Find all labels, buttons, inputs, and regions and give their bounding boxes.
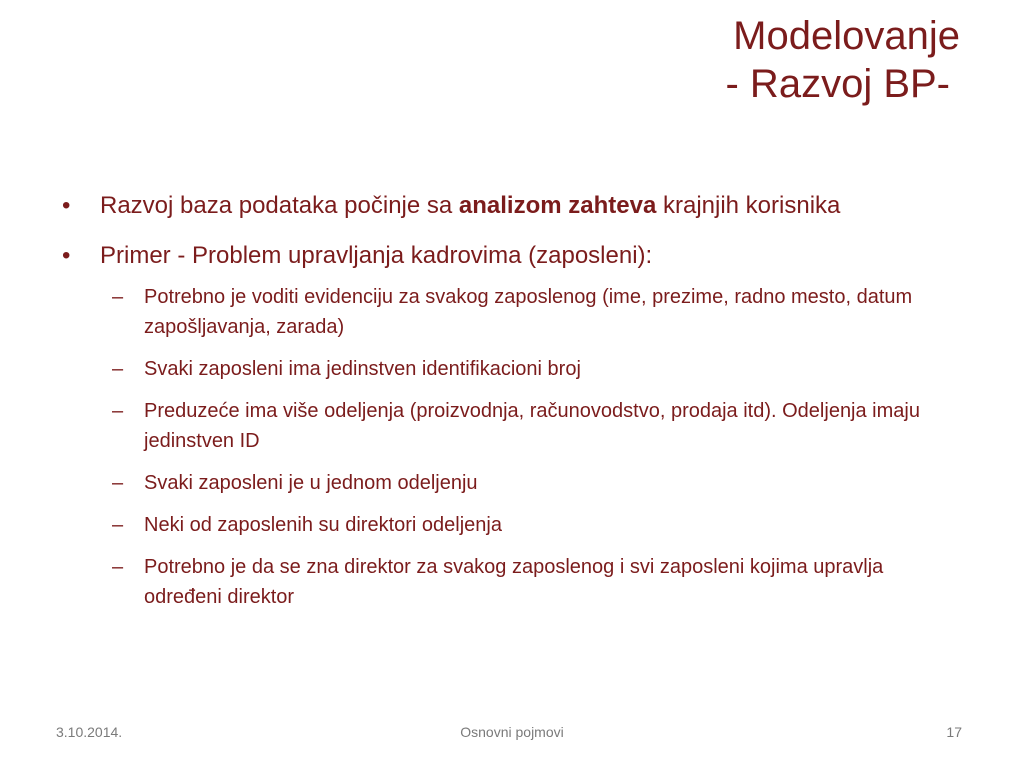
sub-item-6-text: Potrebno je da se zna direktor za svakog zaposlenog i svi zaposleni kojima upravlja određeni direktor [144, 556, 884, 608]
title-line-2: - Razvoj BP- [725, 62, 950, 106]
bullet-icon: • [62, 242, 71, 269]
sub-item-6 [62, 552, 962, 612]
title-line-1: Modelovanje [733, 14, 960, 58]
bullet-1-text-bold: analizom zahteva [458, 192, 657, 219]
bullet-1-text-post: krajnjih korisnika [656, 192, 841, 219]
sub-item-3 [62, 396, 962, 456]
sub-item-4 [62, 468, 962, 498]
page-number: 17 [946, 724, 962, 740]
dash-icon: – [112, 514, 124, 536]
sub-item-3-text: Preduzeće ima više odeljenja (proizvodnja, računovodstvo, prodaja itd). Odeljenja imaju jedinstven ID [144, 400, 920, 452]
sub-item-4-text: Svaki zaposleni je u jednom odeljenju [144, 472, 478, 494]
dash-icon: – [112, 286, 124, 308]
slide-content [62, 188, 962, 624]
dash-icon: – [112, 472, 124, 494]
dash-icon: – [112, 400, 124, 422]
bullet-icon: • [62, 192, 71, 219]
slide-title [0, 12, 960, 108]
bullet-1-text-pre: Razvoj baza podataka počinje sa [100, 192, 459, 219]
bullet-2-text: Primer - Problem upravljanja kadrovima (zaposleni): [100, 242, 653, 269]
bullet-item-1 [62, 188, 962, 224]
footer-title: Osnovni pojmovi [460, 724, 564, 740]
dash-icon: – [112, 358, 124, 380]
sub-item-2-text: Svaki zaposleni ima jedinstven identifikacioni broj [144, 358, 581, 380]
sub-item-2 [62, 354, 962, 384]
dash-icon: – [112, 556, 124, 578]
footer-date: 3.10.2014. [56, 724, 123, 740]
bullet-item-2 [62, 238, 962, 274]
sub-list [62, 282, 962, 612]
sub-item-5 [62, 510, 962, 540]
sub-item-1-text: Potrebno je voditi evidenciju za svakog zaposlenog (ime, prezime, radno mesto, datum zapošljavanja, zarada) [144, 286, 913, 338]
sub-item-5-text: Neki od zaposlenih su direktori odeljenja [144, 514, 502, 536]
sub-item-1 [62, 282, 962, 342]
